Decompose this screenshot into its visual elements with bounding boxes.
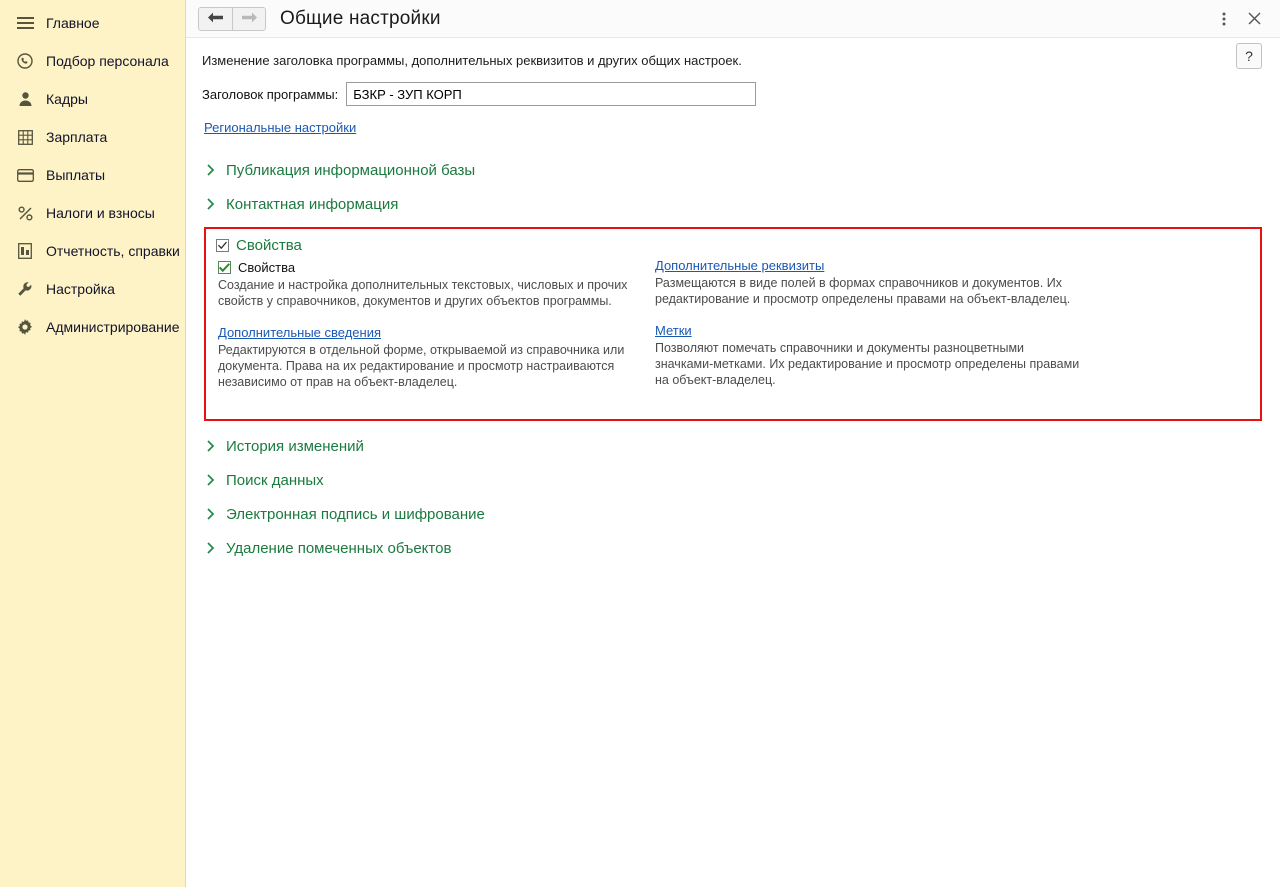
sidebar-item-label: Подбор персонала (46, 53, 169, 69)
person-icon (14, 91, 36, 107)
chevron-right-icon (202, 164, 220, 176)
sidebar-item-settings[interactable] (0, 270, 185, 308)
sidebar (0, 0, 186, 887)
close-icon[interactable] (1242, 7, 1266, 31)
main-panel (186, 0, 1280, 887)
arrow-right-icon (241, 11, 258, 26)
chevron-right-icon (202, 508, 220, 520)
sidebar-item-label: Администрирование (46, 319, 180, 335)
card-icon (14, 169, 36, 182)
navigation-buttons (198, 7, 266, 31)
arrow-left-icon (207, 11, 224, 26)
wrench-icon (14, 281, 36, 297)
group-data-search[interactable] (202, 465, 1264, 495)
chevron-right-icon (202, 440, 220, 452)
sidebar-item-label: Настройка (46, 281, 115, 297)
sidebar-item-label: Главное (46, 15, 100, 31)
labels-hint: Позволяют помечать справочники и документы разноцветными значками-метками. Их редактирование и просмотр определены правами на объект-владелец. (655, 341, 1080, 387)
group-title: Контактная информация (226, 195, 399, 213)
forward-button[interactable] (232, 8, 265, 30)
sidebar-item-label: Отчетность, справки (46, 243, 180, 259)
group-title: История изменений (226, 437, 364, 455)
chevron-right-icon (202, 542, 220, 554)
properties-columns (216, 256, 1250, 404)
additional-info-link[interactable]: Дополнительные сведения (218, 325, 382, 340)
window-titlebar (186, 0, 1280, 38)
properties-left-column (218, 256, 655, 404)
properties-section-highlight (204, 227, 1262, 421)
sidebar-item-payments[interactable] (0, 156, 185, 194)
properties-header[interactable] (216, 237, 1250, 254)
group-title: Удаление помеченных объектов (226, 539, 452, 557)
properties-checkbox-label: Свойства (238, 260, 296, 275)
kebab-menu-icon[interactable] (1212, 7, 1236, 31)
properties-checkbox-row[interactable] (218, 260, 655, 275)
phone-icon (14, 53, 36, 69)
group-delete-marked-objects[interactable] (202, 533, 1264, 563)
program-title-input[interactable] (346, 82, 756, 106)
sidebar-item-salary[interactable] (0, 118, 185, 156)
page-title: Общие настройки (280, 7, 441, 29)
properties-checkbox[interactable] (218, 261, 231, 274)
settings-content (186, 38, 1280, 563)
additional-attributes-hint: Размещаются в виде полей в формах справочников и документов. Их редактирование и просмотр определены правами на объект-владелец. (655, 276, 1071, 306)
help-button[interactable]: ? (1236, 43, 1262, 69)
group-digital-signature[interactable] (202, 499, 1264, 529)
page-description: Изменение заголовка программы, дополнительных реквизитов и других общих настроек. (202, 53, 742, 68)
sidebar-item-taxes[interactable] (0, 194, 185, 232)
gear-icon (14, 319, 36, 335)
sidebar-item-label: Выплаты (46, 167, 106, 183)
chevron-right-icon (202, 198, 220, 210)
regional-settings-link[interactable]: Региональные настройки (204, 120, 357, 135)
group-title: Публикация информационной базы (226, 161, 476, 179)
sidebar-item-hr[interactable] (0, 80, 185, 118)
grid-icon (14, 130, 36, 145)
report-icon (14, 243, 36, 259)
sidebar-item-main[interactable] (0, 4, 185, 42)
program-title-label: Заголовок программы: (202, 86, 339, 102)
percent-icon (14, 206, 36, 221)
chevron-right-icon (202, 474, 220, 486)
properties-group-checkbox[interactable] (216, 239, 229, 252)
group-title: Поиск данных (226, 471, 324, 489)
group-publication[interactable] (202, 155, 1264, 185)
sidebar-item-recruiting[interactable] (0, 42, 185, 80)
properties-right-column (655, 256, 1092, 404)
group-title: Электронная подпись и шифрование (226, 505, 485, 523)
window-controls (1212, 7, 1272, 31)
program-title-row (202, 82, 1264, 106)
menu-icon (14, 16, 36, 30)
properties-header-title: Свойства (236, 237, 302, 254)
sidebar-item-reports[interactable] (0, 232, 185, 270)
labels-link[interactable]: Метки (655, 323, 692, 338)
group-change-history[interactable] (202, 431, 1264, 461)
sidebar-item-administration[interactable] (0, 308, 185, 346)
sidebar-item-label: Налоги и взносы (46, 205, 155, 221)
properties-checkbox-hint: Создание и настройка дополнительных текстовых, числовых и прочих свойств у справочников, документов и других объектов программы. (218, 278, 628, 308)
additional-info-hint: Редактируются в отдельной форме, открываемой из справочника или документа. Права на их редактирование и просмотр настраиваются независимо от прав на объект-владелец. (218, 343, 625, 389)
sidebar-item-label: Зарплата (46, 129, 108, 145)
back-button[interactable] (199, 8, 232, 30)
group-contact-info[interactable] (202, 189, 1264, 219)
additional-attributes-link[interactable]: Дополнительные реквизиты (655, 258, 825, 273)
sidebar-item-label: Кадры (46, 91, 88, 107)
